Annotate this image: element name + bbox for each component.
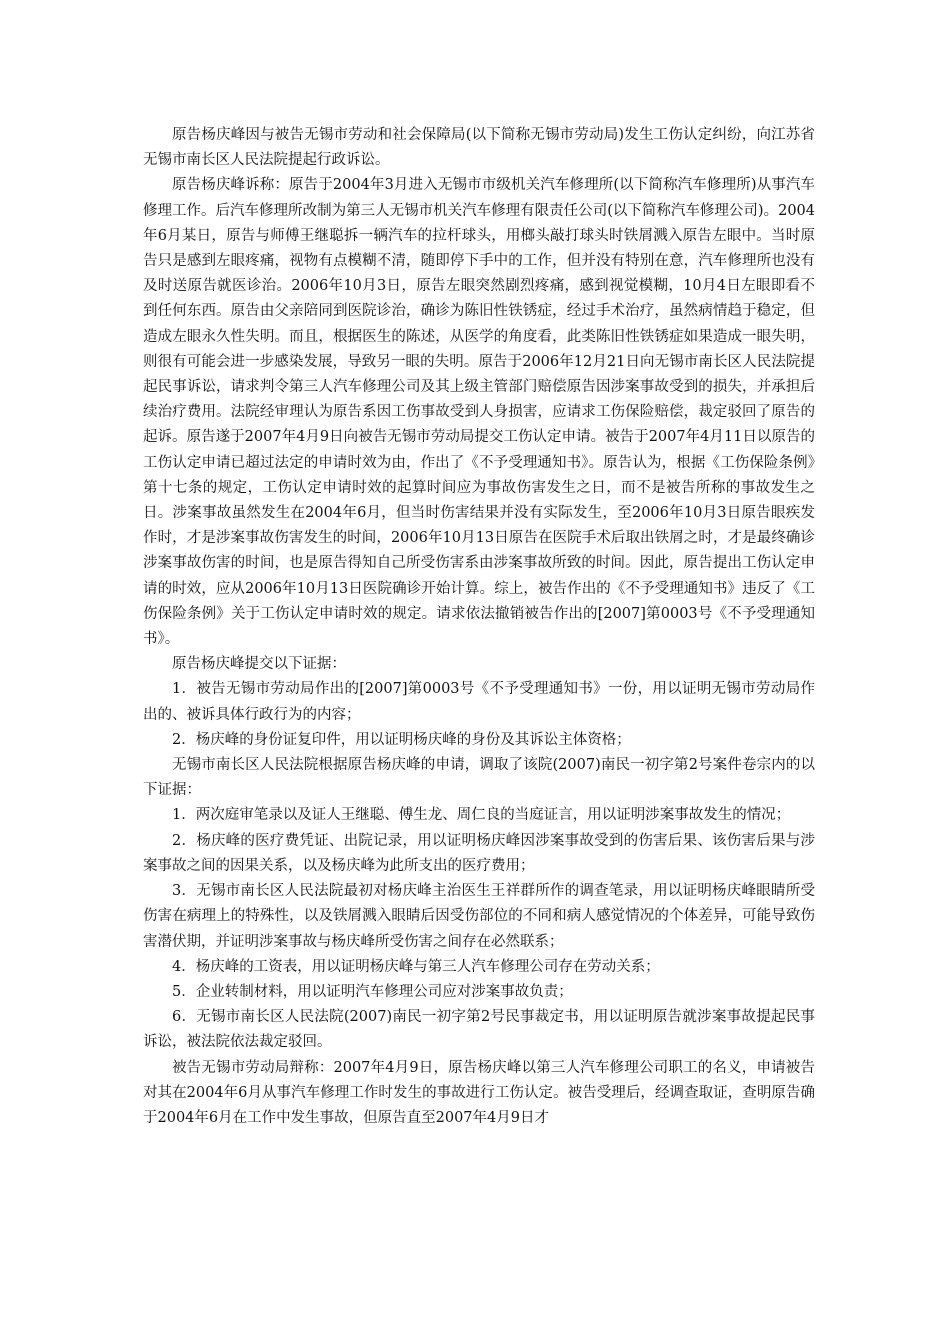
- paragraph-evidence-item: 2．杨庆峰的医疗费凭证、出院记录，用以证明杨庆峰因涉案事故受到的伤害后果、该伤害后果与涉案事故之间的因果关系，以及杨庆峰为此所支出的医疗费用；: [143, 832, 815, 874]
- paragraph-evidence-item: 5．企业转制材料，用以证明汽车修理公司应对涉案事故负责；: [172, 983, 573, 1000]
- paragraph-court-collected-heading: 无锡市南长区人民法院根据原告杨庆峰的申请，调取了该院(2007)南民一初字第2号案件卷宗内的以下证据：: [143, 757, 815, 799]
- paragraph-case-intro: 原告杨庆峰因与被告无锡市劳动和社会保障局(以下简称无锡市劳动局)发生工伤认定纠纷，向江苏省无锡市南长区人民法院提起行政诉讼。: [143, 127, 815, 169]
- paragraph-defendant-response: 被告无锡市劳动局辩称：2007年4月9日，原告杨庆峰以第三人汽车修理公司职工的名义，申请被告对其在2004年6月从事汽车修理工作时发生的事故进行工伤认定。被告受理后，经调查取证，查明原告确于2004年6月在工作中发生事故，但原告直至2007年4月9日才: [143, 1059, 815, 1126]
- paragraph-evidence-item: 1．两次庭审笔录以及证人王继聪、傅生龙、周仁良的当庭证言，用以证明涉案事故发生的情况；: [172, 807, 791, 824]
- paragraph-evidence-item: 6．无锡市南长区人民法院(2007)南民一初字第2号民事裁定书，用以证明原告就涉案事故提起民事诉讼，被法院依法裁定驳回。: [143, 1009, 815, 1051]
- paragraph-evidence-item: 2．杨庆峰的身份证复印件，用以证明杨庆峰的身份及其诉讼主体资格；: [172, 731, 631, 748]
- paragraph-plaintiff-claims: 原告杨庆峰诉称：原告于2004年3月进入无锡市市级机关汽车修理所(以下简称汽车修理所)从事汽车修理工作。后汽车修理所改制为第三人无锡市机关汽车修理有限责任公司(以下简称汽车修理公司)。2004年6月某日，原告与师傅王继聪拆一辆汽车的拉杆球头，用榔头敲打球头时铁屑溅入原告左眼中。当时原告只是感到左眼疼痛，视物有点模糊不清，随即停下手中的工作，但并没有特别在意，汽车修理所也没有及时送原告就医诊治。2006年10月3日，原告左眼突然剧烈疼痛，感到视觉模糊，10月4日左眼即看不到任何东西。原告由父亲陪同到医院诊治，确诊为陈旧性铁锈症，经过手术治疗，虽然病情趋于稳定，但造成左眼永久性失明。而且，根据医生的陈述，从医学的角度看，此类陈旧性铁锈症如果造成一眼失明，则很有可能会进一步感染发展，导致另一眼的失明。原告于2006年12月21日向无锡市南长区人民法院提起民事诉讼，请求判令第三人汽车修理公司及其上级主管部门赔偿原告因涉案事故受到的损失，并承担后续治疗费用。法院经审理认为原告系因工伤事故受到人身损害，应请求工伤保险赔偿，裁定驳回了原告的起诉。原告遂于2007年4月9日向被告无锡市劳动局提交工伤认定申请。被告于2007年4月11日以原告的工伤认定申请已超过法定的申请时效为由，作出了《不予受理通知书》。原告认为，根据《工伤保险条例》第十七条的规定，工伤认定申请时效的起算时间应为事故伤害发生之日，而不是被告所称的事故发生之日。涉案事故虽然发生在2004年6月，但当时伤害结果并没有实际发生，至2006年10月3日原告眼疾发作时，才是涉案事故伤害发生的时间，2006年10月13日原告在医院手术后取出铁屑之时，才是最终确诊涉案事故伤害的时间，也是原告得知自己所受伤害系由涉案事故所致的时间。因此，原告提出工伤认定申请的时效，应从2006年10月13日医院确诊开始计算。综上，被告作出的《不予受理通知书》违反了《工伤保险条例》关于工伤认定申请时效的规定。请求依法撤销被告作出的[2007]第0003号《不予受理通知书》。: [143, 177, 815, 648]
- paragraph-evidence-item: 3．无锡市南长区人民法院最初对杨庆峰主治医生王祥群所作的调查笔录，用以证明杨庆峰眼睛所受伤害在病理上的特殊性，以及铁屑溅入眼睛后因受伤部位的不同和病人感觉情况的个体差异，可能导致伤害潜伏期，并证明涉案事故与杨庆峰所受伤害之间存在必然联系；: [143, 883, 815, 950]
- paragraph-plaintiff-evidence-heading: 原告杨庆峰提交以下证据：: [172, 656, 346, 673]
- paragraph-evidence-item: 4．杨庆峰的工资表，用以证明杨庆峰与第三人汽车修理公司存在劳动关系；: [172, 958, 660, 975]
- paragraph-evidence-item: 1．被告无锡市劳动局作出的[2007]第0003号《不予受理通知书》一份，用以证明无锡市劳动局作出的、被诉具体行政行为的内容；: [143, 681, 815, 723]
- document-body: [143, 123, 815, 1131]
